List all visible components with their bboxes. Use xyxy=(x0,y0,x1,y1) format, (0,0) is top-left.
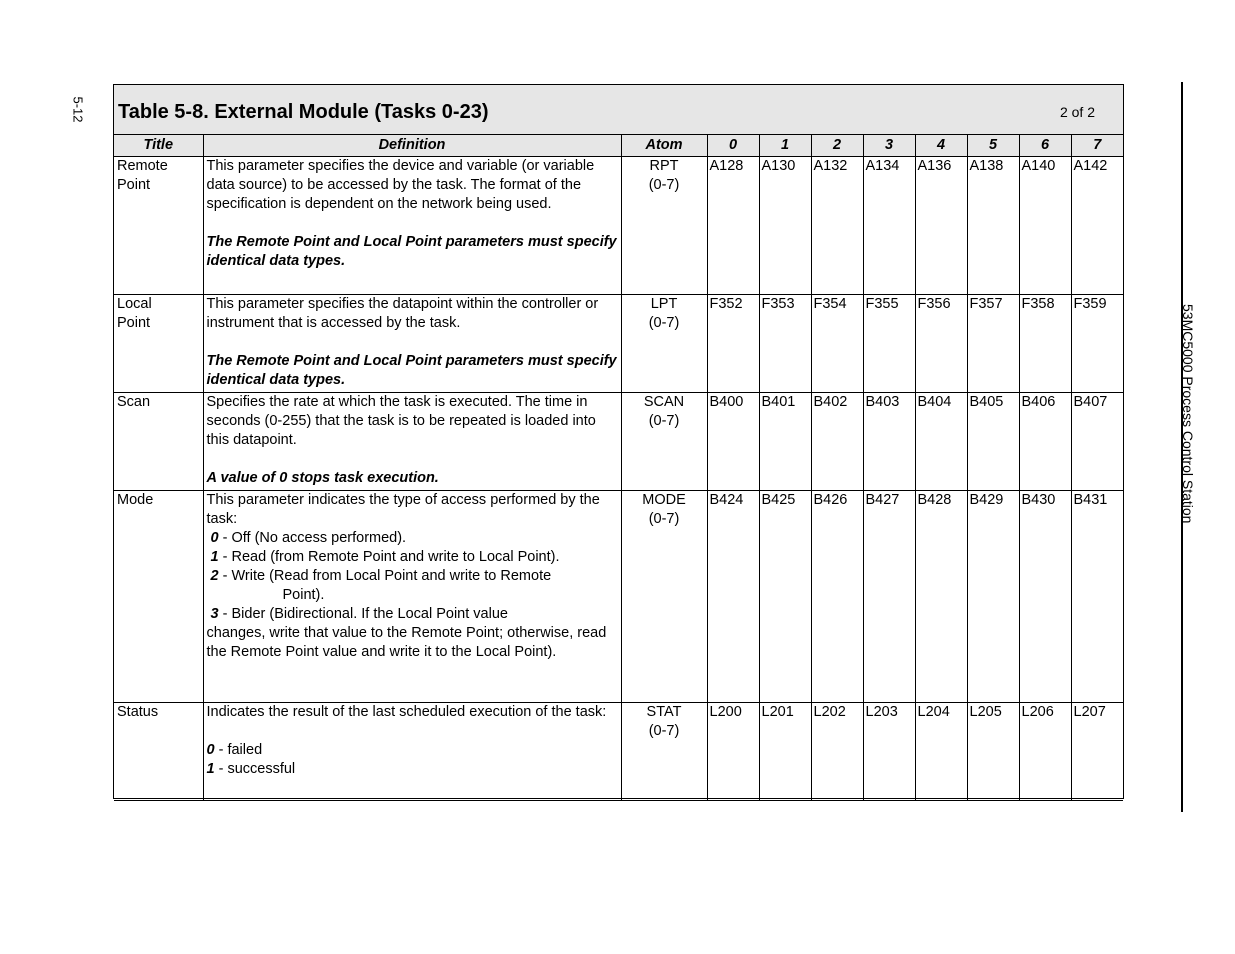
definition-cell xyxy=(203,295,621,393)
table-row xyxy=(114,703,1123,801)
task-value: L200 xyxy=(707,703,759,801)
table-row xyxy=(114,491,1123,703)
task-value: L207 xyxy=(1071,703,1123,801)
parameter-table xyxy=(113,84,1124,799)
table-row xyxy=(114,157,1123,295)
atom-name: STAT xyxy=(646,704,682,720)
row-title: Mode xyxy=(117,492,154,508)
mode-code: 1 xyxy=(210,549,219,565)
status-code: 1 xyxy=(206,761,215,777)
header-task-4: 4 xyxy=(915,135,967,157)
task-value: A130 xyxy=(759,157,811,295)
atom-range: (0-7) xyxy=(648,511,680,527)
table-row xyxy=(114,295,1123,393)
task-value: F352 xyxy=(707,295,759,393)
header-task-7: 7 xyxy=(1071,135,1123,157)
atom-range: (0-7) xyxy=(648,177,680,193)
mode-text: - Write (Read from Local Point and write to Remote xyxy=(218,568,552,584)
atom-cell xyxy=(621,295,707,393)
task-value: B429 xyxy=(967,491,1019,703)
task-value: F354 xyxy=(811,295,863,393)
task-value: F359 xyxy=(1071,295,1123,393)
mode-option xyxy=(207,548,618,567)
task-value: B400 xyxy=(707,393,759,491)
task-value: F357 xyxy=(967,295,1019,393)
task-value: A128 xyxy=(707,157,759,295)
definition-text: Specifies the rate at which the task is executed. The time in seconds (0-255) that the task is to be repeated is loaded into this datapoint. xyxy=(206,394,596,448)
header-row xyxy=(114,135,1123,157)
mode-option xyxy=(207,605,618,624)
task-value: B401 xyxy=(759,393,811,491)
atom-range: (0-7) xyxy=(648,413,680,429)
task-value: B403 xyxy=(863,393,915,491)
mode-code: 2 xyxy=(210,568,219,584)
task-value: F358 xyxy=(1019,295,1071,393)
status-code: 0 xyxy=(206,742,215,758)
mode-text: - Read (from Remote Point and write to Local Point). xyxy=(218,549,560,565)
table-row xyxy=(114,393,1123,491)
task-value: L201 xyxy=(759,703,811,801)
atom-range: (0-7) xyxy=(648,315,680,331)
task-value: L206 xyxy=(1019,703,1071,801)
header-task-5: 5 xyxy=(967,135,1019,157)
header-title: Title xyxy=(114,135,203,157)
mode-text-continued: Point). xyxy=(282,587,325,603)
task-value: F355 xyxy=(863,295,915,393)
task-value: B425 xyxy=(759,491,811,703)
mode-option xyxy=(207,529,618,548)
definition-cell xyxy=(203,491,621,703)
atom-name: RPT xyxy=(649,158,679,174)
header-definition: Definition xyxy=(203,135,621,157)
atom-name: SCAN xyxy=(643,394,685,410)
task-value: F353 xyxy=(759,295,811,393)
atom-cell xyxy=(621,393,707,491)
task-value: L203 xyxy=(863,703,915,801)
task-value: B407 xyxy=(1071,393,1123,491)
table-caption xyxy=(114,85,1123,135)
task-value: A138 xyxy=(967,157,1019,295)
task-value: L204 xyxy=(915,703,967,801)
atom-cell xyxy=(621,491,707,703)
header-task-6: 6 xyxy=(1019,135,1071,157)
task-value: B427 xyxy=(863,491,915,703)
definition-note: A value of 0 stops task execution. xyxy=(206,470,439,486)
mode-text: - Bider (Bidirectional. If the Local Point value xyxy=(218,606,508,622)
task-value: A134 xyxy=(863,157,915,295)
row-title: Remote xyxy=(117,158,168,174)
row-title-cell xyxy=(114,157,203,295)
atom-name: MODE xyxy=(642,492,686,508)
mode-text: - Off (No access performed). xyxy=(218,530,407,546)
mode-option xyxy=(207,567,618,586)
atom-cell xyxy=(621,157,707,295)
header-task-3: 3 xyxy=(863,135,915,157)
task-value: B405 xyxy=(967,393,1019,491)
row-title: Status xyxy=(117,704,159,720)
task-value: B431 xyxy=(1071,491,1123,703)
row-title: Scan xyxy=(117,394,151,410)
definition-text: This parameter specifies the device and variable (or variable data source) to be accessed by the task. The format of the specification is dependent on the network being used. xyxy=(206,158,595,212)
row-title-cell xyxy=(114,393,203,491)
atom-name: LPT xyxy=(650,296,678,312)
task-value: L205 xyxy=(967,703,1019,801)
task-value: B406 xyxy=(1019,393,1071,491)
header-task-1: 1 xyxy=(759,135,811,157)
row-title-cell xyxy=(114,295,203,393)
status-option xyxy=(207,741,618,760)
task-value: B426 xyxy=(811,491,863,703)
task-value: B428 xyxy=(915,491,967,703)
definition-cell xyxy=(203,703,621,801)
header-task-0: 0 xyxy=(707,135,759,157)
table-grid xyxy=(114,135,1123,801)
definition-text: This parameter specifies the datapoint within the controller or instrument that is accessed by the task. xyxy=(206,296,599,331)
task-value: L202 xyxy=(811,703,863,801)
mode-code: 3 xyxy=(210,606,219,622)
status-option xyxy=(207,760,618,779)
atom-cell xyxy=(621,703,707,801)
task-value: A136 xyxy=(915,157,967,295)
status-text: - failed xyxy=(214,742,263,758)
row-title: Local xyxy=(117,296,152,312)
atom-range: (0-7) xyxy=(648,723,680,739)
row-title: Point xyxy=(117,177,151,193)
mode-text-continued: changes, write that value to the Remote Point; otherwise, read the Remote Point value and write it to the Local Point). xyxy=(206,625,607,660)
table-title: Table 5-8. External Module (Tasks 0-23) xyxy=(118,101,489,123)
running-header: 53MC5000 Process Control Station xyxy=(1180,304,1196,524)
row-title-cell xyxy=(114,703,203,801)
definition-text: This parameter indicates the type of access performed by the task: xyxy=(206,492,600,527)
task-value: B424 xyxy=(707,491,759,703)
row-title: Point xyxy=(117,315,151,331)
definition-text: Indicates the result of the last scheduled execution of the task: xyxy=(206,704,607,720)
header-task-2: 2 xyxy=(811,135,863,157)
definition-note: The Remote Point and Local Point parameters must specify identical data types. xyxy=(206,234,617,269)
definition-cell xyxy=(203,393,621,491)
task-value: A132 xyxy=(811,157,863,295)
definition-note: The Remote Point and Local Point parameters must specify identical data types. xyxy=(206,353,617,388)
page-number: 5-12 xyxy=(70,96,86,123)
header-atom: Atom xyxy=(621,135,707,157)
task-value: A140 xyxy=(1019,157,1071,295)
task-value: B430 xyxy=(1019,491,1071,703)
table-page-indicator: 2 of 2 xyxy=(1059,104,1095,120)
status-text: - successful xyxy=(214,761,296,777)
task-value: B402 xyxy=(811,393,863,491)
definition-cell xyxy=(203,157,621,295)
row-title-cell xyxy=(114,491,203,703)
task-value: F356 xyxy=(915,295,967,393)
task-value: B404 xyxy=(915,393,967,491)
task-value: A142 xyxy=(1071,157,1123,295)
mode-code: 0 xyxy=(210,530,219,546)
